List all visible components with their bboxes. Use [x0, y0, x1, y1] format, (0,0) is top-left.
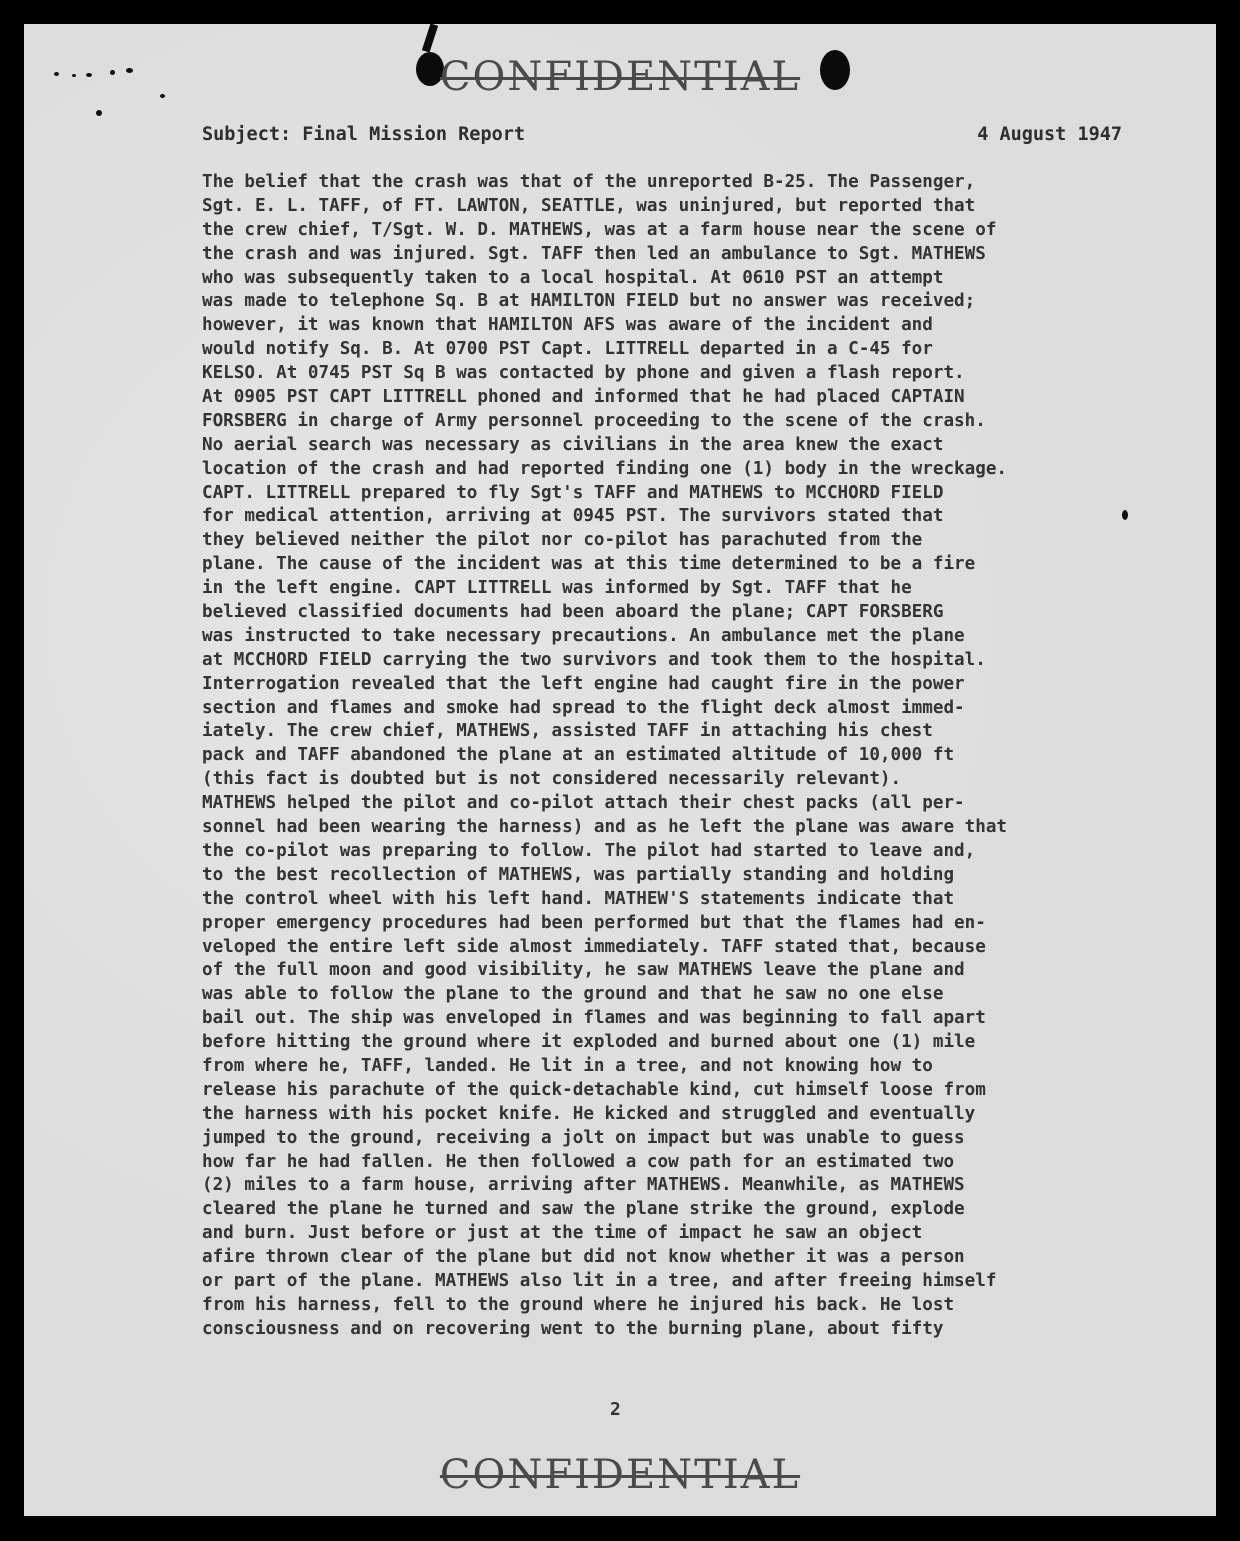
confidential-stamp-bottom: CONFIDENTIAL [439, 1452, 801, 1498]
body-line: in the left engine. CAPT LITTRELL was informed by Sgt. TAFF that he [202, 578, 912, 599]
body-line: to the best recollection of MATHEWS, was partially standing and holding [202, 864, 955, 885]
body-line: believed classified documents had been aboard the plane; CAPT FORSBERG [202, 602, 944, 623]
body-line: was instructed to take necessary precautions. An ambulance met the plane [202, 625, 965, 646]
body-line: from his harness, fell to the ground where he injured his back. He lost [202, 1294, 955, 1315]
body-line: plane. The cause of the incident was at this time determined to be a fire [202, 554, 976, 575]
confidential-stamp-top: CONFIDENTIAL [439, 54, 801, 100]
ink-speck [96, 110, 102, 116]
body-line: proper emergency procedures had been performed but that the flames had en- [202, 912, 986, 933]
body-line: Sgt. E. L. TAFF, of FT. LAWTON, SEATTLE, was uninjured, but reported that [202, 195, 976, 216]
body-line: (this fact is doubted but is not considered necessarily relevant). [202, 769, 902, 790]
body-line: The belief that the crash was that of the unreported B-25. The Passenger, [202, 172, 976, 192]
body-line: the crash and was injured. Sgt. TAFF then led an ambulance to Sgt. MATHEWS [202, 243, 986, 264]
body-line: jumped to the ground, receiving a jolt on impact but was unable to guess [202, 1127, 965, 1148]
body-line: the co-pilot was preparing to follow. The pilot had started to leave and, [202, 840, 976, 861]
body-line: iately. The crew chief, MATHEWS, assisted TAFF in attaching his chest [202, 721, 933, 742]
body-line: was made to telephone Sq. B at HAMILTON FIELD but no answer was received; [202, 291, 976, 312]
body-line: cleared the plane he turned and saw the plane strike the ground, explode [202, 1199, 965, 1220]
body-line: bail out. The ship was enveloped in flames and was beginning to fall apart [202, 1008, 986, 1029]
page-number: 2 [610, 1399, 621, 1420]
body-line: At 0905 PST CAPT LITTRELL phoned and informed that he had placed CAPTAIN [202, 387, 965, 408]
body-line: CAPT. LITTRELL prepared to fly Sgt's TAFF and MATHEWS to MCCHORD FIELD [202, 482, 944, 503]
body-line: MATHEWS helped the pilot and co-pilot attach their chest packs (all per- [202, 793, 965, 814]
body-line: how far he had fallen. He then followed a cow path for an estimated two [202, 1151, 955, 1172]
report-body [202, 171, 1162, 1342]
body-line: (2) miles to a farm house, arriving after MATHEWS. Meanwhile, as MATHEWS [202, 1175, 965, 1196]
body-line: afire thrown clear of the plane but did not know whether it was a person [202, 1247, 965, 1268]
body-line: the harness with his pocket knife. He kicked and struggled and eventually [202, 1103, 976, 1124]
report-date: 4 August 1947 [977, 124, 1122, 145]
body-line: of the full moon and good visibility, he saw MATHEWS leave the plane and [202, 960, 965, 981]
body-line: was able to follow the plane to the ground and that he saw no one else [202, 984, 944, 1005]
body-line: before hitting the ground where it exploded and burned about one (1) mile [202, 1032, 976, 1053]
body-line: veloped the entire left side almost immediately. TAFF stated that, because [202, 936, 986, 957]
body-line: Interrogation revealed that the left engine had caught fire in the power [202, 673, 965, 694]
body-line: would notify Sq. B. At 0700 PST Capt. LITTRELL departed in a C-45 for [202, 339, 933, 360]
body-line: from where he, TAFF, landed. He lit in a tree, and not knowing how to [202, 1055, 933, 1076]
body-line: pack and TAFF abandoned the plane at an estimated altitude of 10,000 ft [202, 745, 955, 766]
body-line: the crew chief, T/Sgt. W. D. MATHEWS, was at a farm house near the scene of [202, 219, 997, 240]
body-line: release his parachute of the quick-detachable kind, cut himself loose from [202, 1079, 986, 1100]
body-line: FORSBERG in charge of Army personnel proceeding to the scene of the crash. [202, 410, 986, 431]
body-line: the control wheel with his left hand. MATHEW'S statements indicate that [202, 888, 955, 909]
body-line: however, it was known that HAMILTON AFS was aware of the incident and [202, 315, 933, 336]
subject-line: Subject: Final Mission Report [202, 124, 526, 145]
document-page [24, 24, 1216, 1516]
body-line: consciousness and on recovering went to the burning plane, about fifty [202, 1318, 944, 1339]
punch-notch [422, 24, 438, 53]
body-line: KELSO. At 0745 PST Sq B was contacted by phone and given a flash report. [202, 363, 965, 384]
body-line: or part of the plane. MATHEWS also lit in a tree, and after freeing himself [202, 1270, 997, 1291]
body-line: No aerial search was necessary as civilians in the area knew the exact [202, 434, 944, 455]
body-line: location of the crash and had reported finding one (1) body in the wreckage. [202, 458, 1008, 479]
body-line: at MCCHORD FIELD carrying the two survivors and took them to the hospital. [202, 649, 986, 670]
body-line: who was subsequently taken to a local hospital. At 0610 PST an attempt [202, 267, 944, 288]
body-line: they believed neither the pilot nor co-pilot has parachuted from the [202, 530, 923, 551]
body-line: sonnel had been wearing the harness) and as he left the plane was aware that [202, 817, 1008, 838]
body-line: section and flames and smoke had spread to the flight deck almost immed- [202, 697, 965, 718]
body-line: for medical attention, arriving at 0945 PST. The survivors stated that [202, 506, 944, 527]
body-line: and burn. Just before or just at the time of impact he saw an object [202, 1223, 923, 1244]
